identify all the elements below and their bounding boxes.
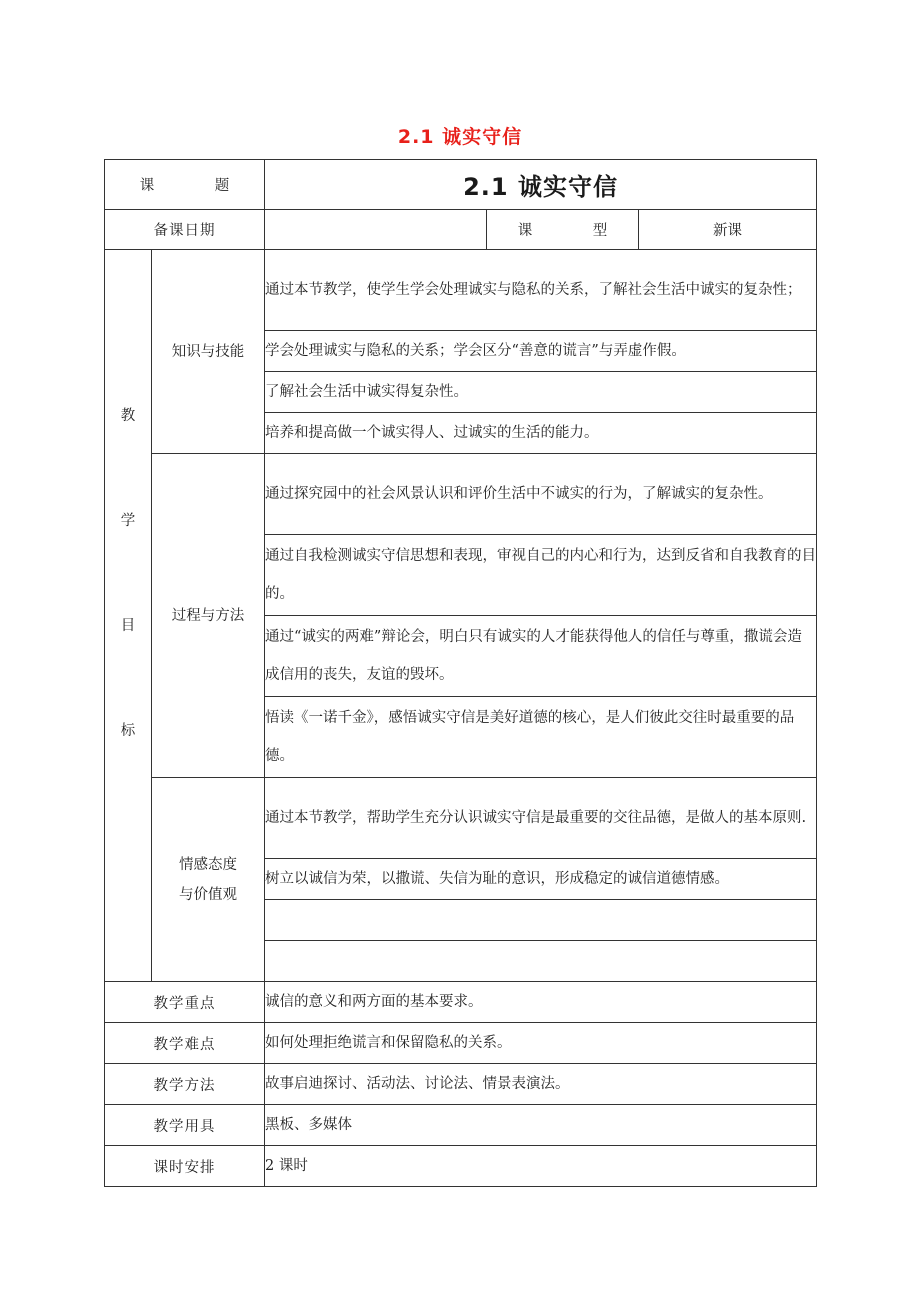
date-label: 备课日期 [105,210,265,250]
info-row [105,1064,817,1105]
row-label: 课时安排 [105,1146,265,1187]
date-value [265,210,487,250]
emotion-item: 树立以诚信为荣，以撒谎、失信为耻的意识，形成稳定的诚信道德情感。 [265,859,817,900]
row-value: 2 课时 [265,1146,817,1187]
knowledge-item: 了解社会生活中诚实得复杂性。 [265,372,817,413]
knowledge-label: 知识与技能 [152,250,265,454]
knowledge-item: 通过本节教学，使学生学会处理诚实与隐私的关系，了解社会生活中诚实的复杂性； [265,250,817,331]
knowledge-item: 学会处理诚实与隐私的关系；学会区分“善意的谎言”与弄虚作假。 [265,331,817,372]
row-value: 黑板、多媒体 [265,1105,817,1146]
goals-label [105,250,152,982]
goals-char: 教 [120,407,136,424]
process-item: 通过探究园中的社会风景认识和评价生活中不诚实的行为，了解诚实的复杂性。 [265,454,817,535]
row-label: 教学用具 [105,1105,265,1146]
process-item: 通过“诚实的两难”辩论会，明白只有诚实的人才能获得他人的信任与尊重，撒谎会造成信用的丧失，友谊的毁坏。 [265,616,817,697]
type-value: 新课 [639,210,817,250]
topic-value: 2.1 诚实守信 [265,160,817,210]
goals-char: 学 [120,512,136,529]
emotion-label-line: 与价值观 [179,886,237,903]
document-title: 2.1 诚实守信 [397,126,523,148]
goals-char: 标 [120,722,136,739]
goals-char: 目 [120,617,136,634]
process-item: 悟读《一诺千金》，感悟诚实守信是美好道德的核心，是人们彼此交往时最重要的品德。 [265,697,817,778]
info-row [105,982,817,1023]
emotion-item: 通过本节教学，帮助学生充分认识诚实守信是最重要的交往品德，是做人的基本原则. [265,778,817,859]
process-item: 通过自我检测诚实守信思想和表现，审视自己的内心和行为，达到反省和自我教育的目的。 [265,535,817,616]
row-label: 教学重点 [105,982,265,1023]
emotion-item [265,941,817,982]
row-value: 诚信的意义和两方面的基本要求。 [265,982,817,1023]
row-label: 教学难点 [105,1023,265,1064]
info-row [105,1023,817,1064]
topic-label: 课 题 [105,160,265,210]
process-label: 过程与方法 [152,454,265,778]
emotion-label [152,778,265,982]
info-row [105,1105,817,1146]
emotion-item [265,900,817,941]
lesson-plan-table [104,159,817,1187]
knowledge-item: 培养和提高做一个诚实得人、过诚实的生活的能力。 [265,413,817,454]
row-value: 故事启迪探讨、活动法、讨论法、情景表演法。 [265,1064,817,1105]
topic-row [105,160,817,210]
row-value: 如何处理拒绝谎言和保留隐私的关系。 [265,1023,817,1064]
type-label: 课 型 [487,210,639,250]
emotion-label-line: 情感态度 [179,856,237,873]
date-type-row [105,210,817,250]
info-row [105,1146,817,1187]
row-label: 教学方法 [105,1064,265,1105]
